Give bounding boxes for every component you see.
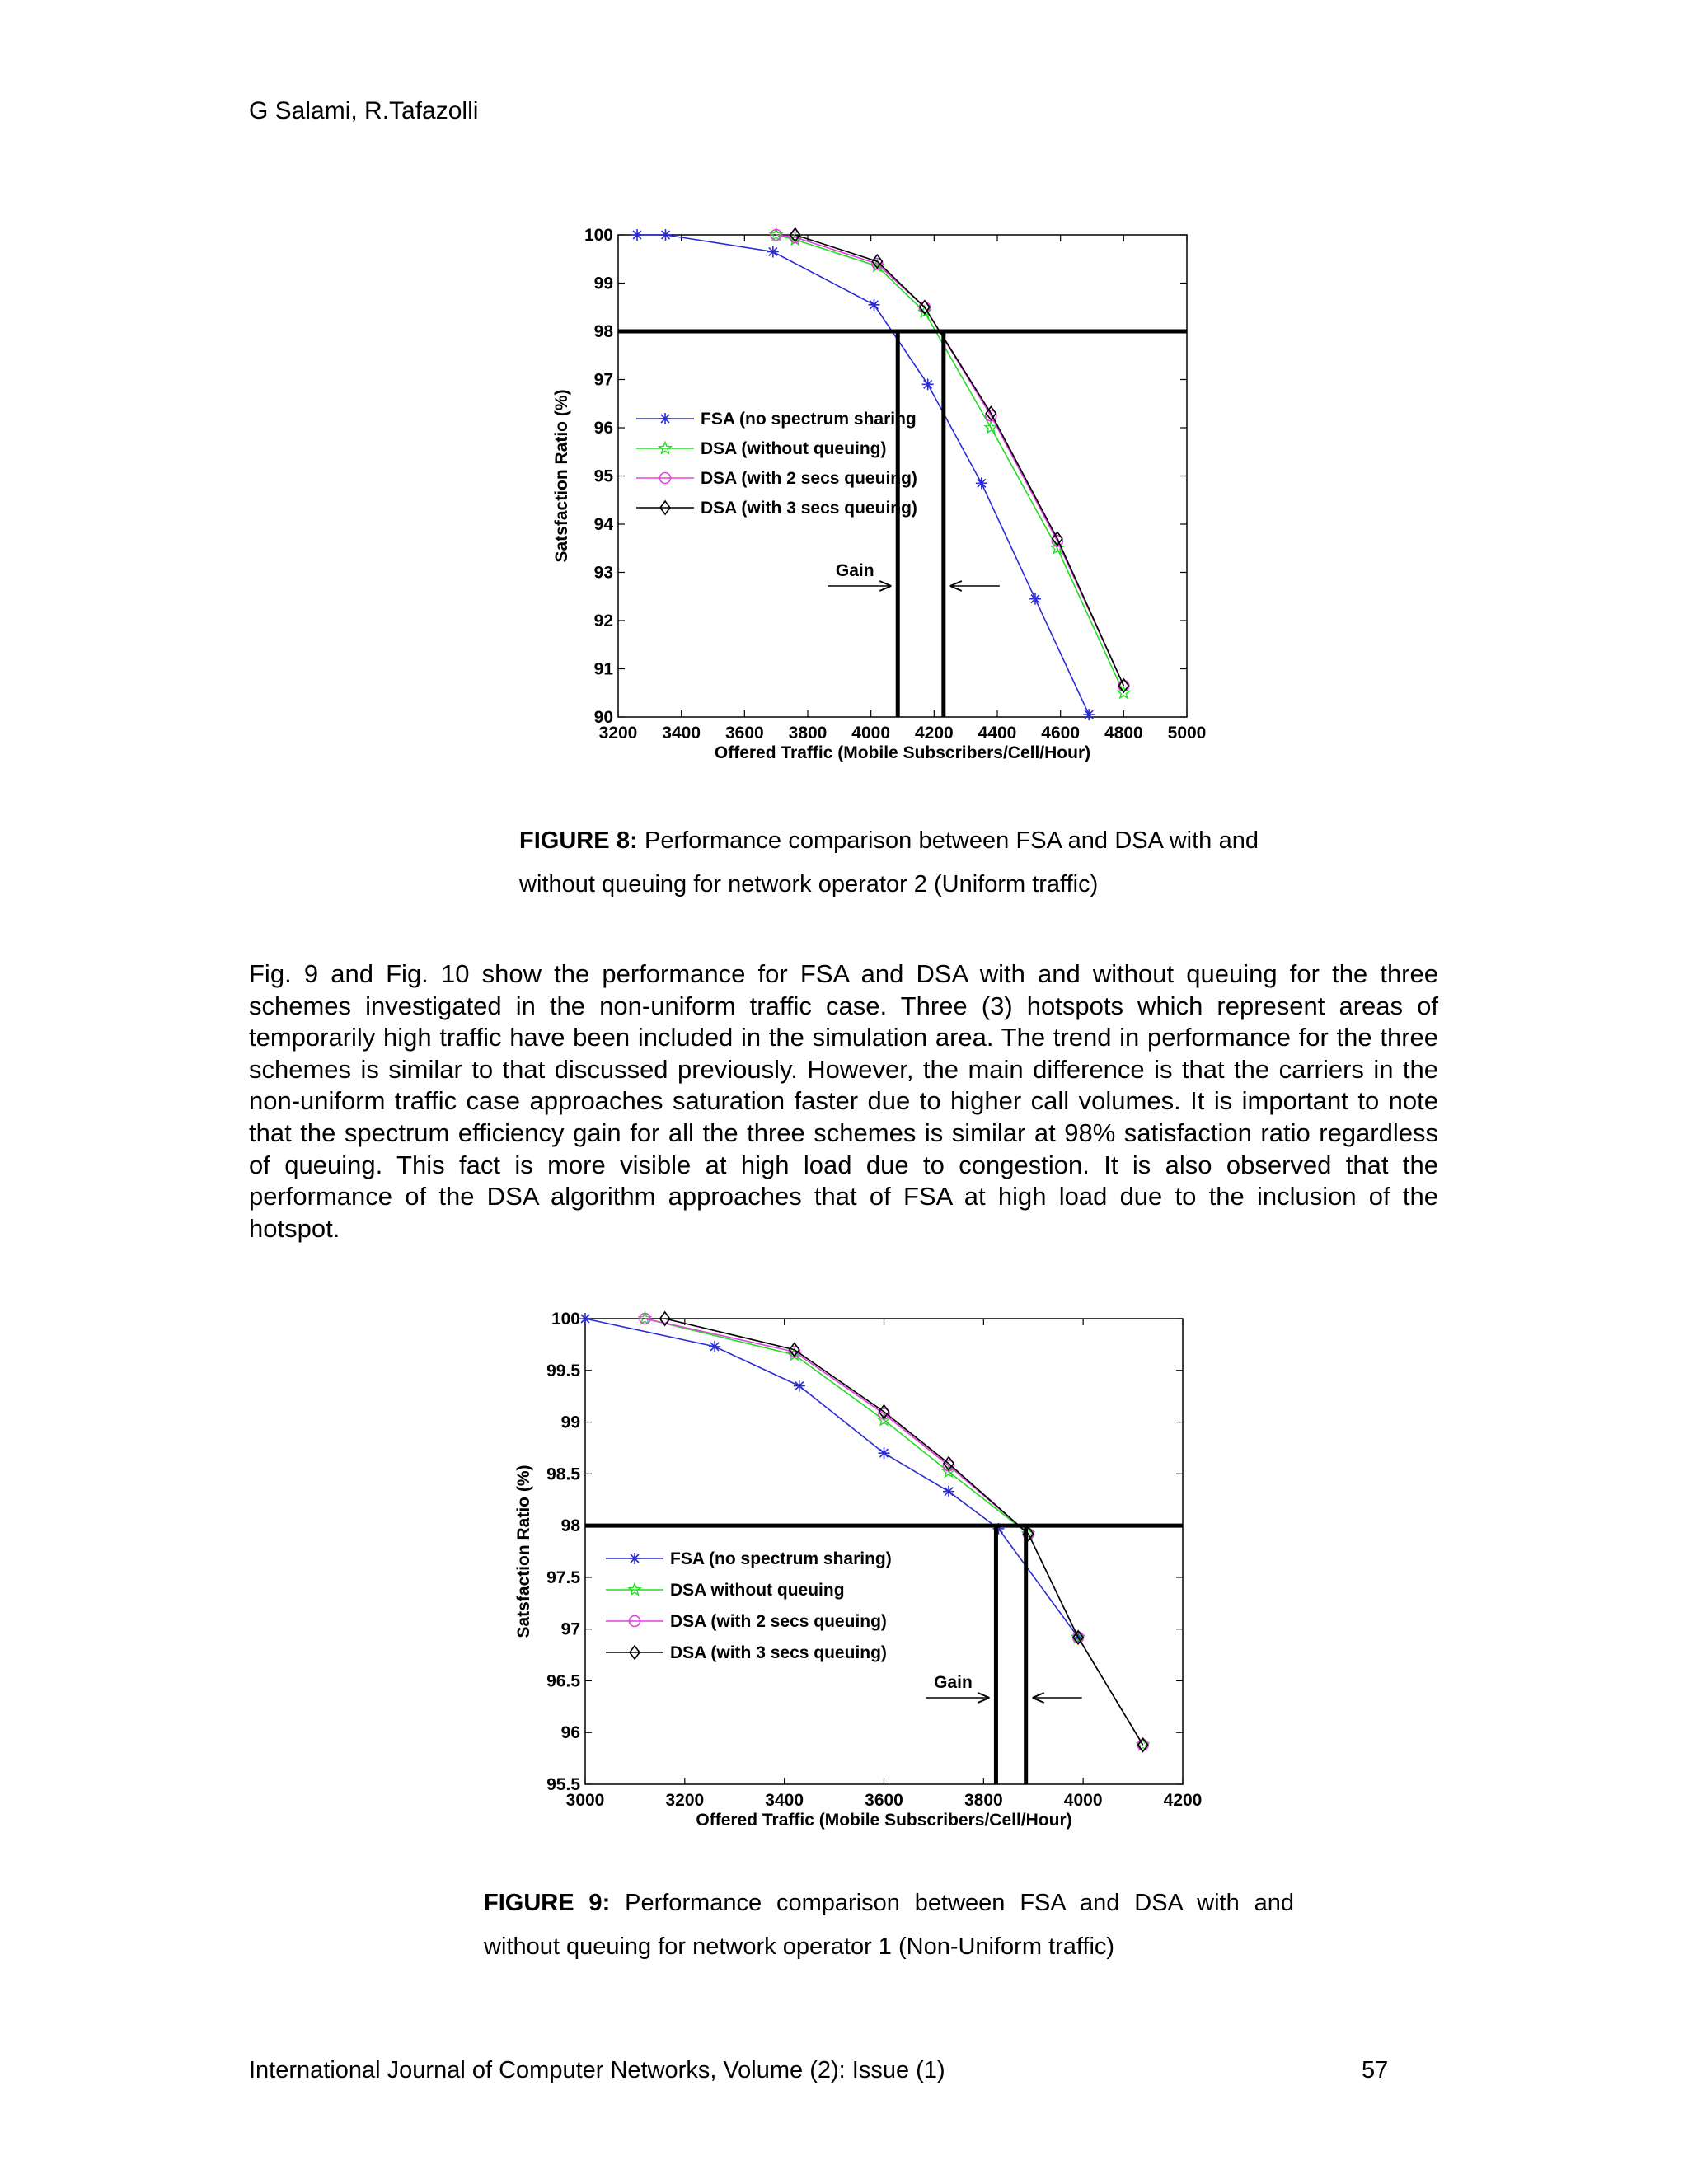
fig8-x-tick-label: 4000 <box>851 724 891 743</box>
page-header: G Salami, R.Tafazolli <box>249 97 479 124</box>
fig9-series-line-dsa3 <box>665 1319 1143 1745</box>
fig8-legend-label-fsa: FSA (no spectrum sharing <box>701 410 917 429</box>
fig9-data-point-fsa <box>794 1380 805 1392</box>
fig8-data-point-fsa <box>976 477 987 489</box>
fig8-series-line-dsa2 <box>776 235 1124 686</box>
fig9-x-tick-label: 3000 <box>565 1791 605 1810</box>
fig8-legend-label-dsa2: DSA (with 2 secs queuing) <box>701 469 917 488</box>
fig8-y-tick-label: 93 <box>593 563 613 583</box>
fig8-data-point-fsa <box>922 378 934 390</box>
fig8-series-dsa <box>771 229 1130 698</box>
footer-page-number: 57 <box>1362 2057 1389 2083</box>
fig9-x-tick-label: 3800 <box>964 1791 1003 1810</box>
fig9-series-dsa2 <box>640 1314 1148 1750</box>
fig9-legend-label-dsa2: DSA (with 2 secs queuing) <box>670 1612 887 1631</box>
fig9-x-tick-label: 3400 <box>765 1791 804 1810</box>
figure-8-caption <box>519 819 1259 907</box>
fig8-data-point-fsa <box>1029 593 1041 605</box>
fig9-data-point-fsa <box>943 1486 954 1497</box>
fig9-y-tick-label: 97.5 <box>546 1568 580 1587</box>
fig9-legend-marker-fsa <box>629 1553 640 1564</box>
fig9-y-tick-label: 96.5 <box>546 1671 580 1691</box>
fig8-x-tick-label: 3400 <box>662 724 701 743</box>
footer-journal: International Journal of Computer Networks, Volume (2): Issue (1) <box>249 2057 945 2083</box>
fig8-x-tick-label: 3800 <box>788 724 828 743</box>
fig8-data-point-fsa <box>1083 709 1095 720</box>
fig9-x-tick-label: 4200 <box>1163 1791 1203 1810</box>
fig8-y-tick-label: 90 <box>593 708 613 727</box>
fig8-x-tick-label: 4600 <box>1041 724 1081 743</box>
fig8-data-point-fsa <box>660 229 672 241</box>
figure-8-label: FIGURE 8: <box>519 827 638 854</box>
fig8-data-point-fsa <box>767 246 779 257</box>
fig9-legend-label-dsa3: DSA (with 3 secs queuing) <box>670 1643 887 1662</box>
fig9-series-dsa3 <box>660 1312 1148 1751</box>
fig8-series-dsa2 <box>771 230 1129 691</box>
fig9-y-axis-label: Satsfaction Ratio (%) <box>514 1465 533 1638</box>
fig8-y-tick-label: 98 <box>593 322 613 341</box>
fig8-y-tick-label: 92 <box>593 612 613 630</box>
fig9-y-tick-label: 99.5 <box>546 1361 580 1380</box>
fig9-y-tick-label: 99 <box>560 1413 580 1432</box>
figure-9-chart <box>495 1298 1236 1858</box>
figure-9-caption-text: Performance comparison between FSA and DSA with and without queuing for network operator 1 (Non-Uniform traffic) <box>484 1890 1295 1960</box>
fig8-y-tick-label: 97 <box>593 370 613 390</box>
fig9-series-line-dsa2 <box>645 1319 1143 1745</box>
fig9-legend-label-fsa: FSA (no spectrum sharing) <box>670 1549 892 1568</box>
fig8-x-tick-label: 4400 <box>978 724 1017 743</box>
figure-9-label: FIGURE 9: <box>484 1890 611 1916</box>
figure-8-chart <box>528 218 1236 787</box>
fig9-y-tick-label: 98.5 <box>546 1465 580 1484</box>
fig8-y-tick-label: 95 <box>593 466 613 486</box>
fig8-y-tick-label: 91 <box>593 659 613 679</box>
fig9-x-tick-label: 3200 <box>665 1791 705 1810</box>
fig8-x-axis-label: Offered Traffic (Mobile Subscribers/Cell/Hour) <box>714 743 1091 762</box>
fig8-y-tick-label: 94 <box>593 515 613 534</box>
fig8-series-line-dsa <box>776 235 1124 693</box>
fig8-series-dsa3 <box>790 228 1129 692</box>
fig9-x-axis-label: Offered Traffic (Mobile Subscribers/Cell/Hour) <box>696 1811 1072 1830</box>
fig8-x-tick-label: 5000 <box>1167 724 1207 743</box>
fig8-legend-marker-fsa <box>659 413 671 424</box>
fig8-gain-label: Gain <box>835 561 874 580</box>
fig9-gain-label: Gain <box>934 1673 973 1692</box>
fig8-y-tick-label: 96 <box>593 419 613 438</box>
figure-9-caption <box>484 1882 1294 1969</box>
fig8-data-point-fsa <box>631 229 643 241</box>
fig9-y-tick-label: 95.5 <box>546 1775 580 1794</box>
fig8-y-axis-label: Satsfaction Ratio (%) <box>552 389 571 563</box>
fig9-legend-label-dsa: DSA without queuing <box>670 1581 845 1600</box>
fig9-x-tick-label: 4000 <box>1063 1791 1103 1810</box>
fig8-y-tick-label: 100 <box>584 226 613 245</box>
fig8-x-tick-label: 4800 <box>1104 724 1143 743</box>
fig8-x-tick-label: 3600 <box>724 724 764 743</box>
fig8-data-point-fsa <box>869 299 880 311</box>
fig9-series-dsa <box>639 1313 1148 1750</box>
fig9-series-line-dsa <box>645 1319 1143 1745</box>
fig8-legend-label-dsa: DSA (without queuing) <box>701 439 887 458</box>
fig9-data-point-fsa <box>579 1313 591 1324</box>
fig8-legend-label-dsa3: DSA (with 3 secs queuing) <box>701 499 917 518</box>
figure-8-caption-text: Performance comparison between FSA and DSA with and without queuing for network operator 2 (Uniform traffic) <box>519 827 1259 898</box>
fig8-y-tick-label: 99 <box>593 274 613 293</box>
fig9-x-tick-label: 3600 <box>865 1791 903 1810</box>
fig9-y-tick-label: 100 <box>551 1310 580 1329</box>
fig8-x-tick-label: 3200 <box>598 724 638 743</box>
fig9-data-point-fsa <box>709 1341 720 1352</box>
fig9-data-point-fsa <box>879 1447 890 1459</box>
fig9-y-tick-label: 97 <box>560 1619 580 1639</box>
fig9-y-tick-label: 98 <box>560 1516 580 1536</box>
fig8-series-line-dsa3 <box>795 235 1124 686</box>
body-paragraph: Fig. 9 and Fig. 10 show the performance for FSA and DSA with and without queuing for the three schemes investigated in the non-uniform traffic case. Three (3) hotspots which represent areas of temporarily high traffic have been included in the simulation area. The trend in performance for the three schemes is similar to that discussed previously. However, the main difference is that the carriers in the non-uniform traffic case approaches saturation faster due to higher call volumes. It is important to note that the spectrum efficiency gain for all the three schemes is similar at 98% satisfaction ratio regardless of queuing. This fact is more visible at high load due to congestion. It is also observed that the performance of the DSA algorithm approaches that of FSA at high load due to the inclusion of the hotspot. <box>249 959 1438 1243</box>
fig8-x-tick-label: 4200 <box>914 724 954 743</box>
fig9-y-tick-label: 96 <box>560 1723 580 1743</box>
